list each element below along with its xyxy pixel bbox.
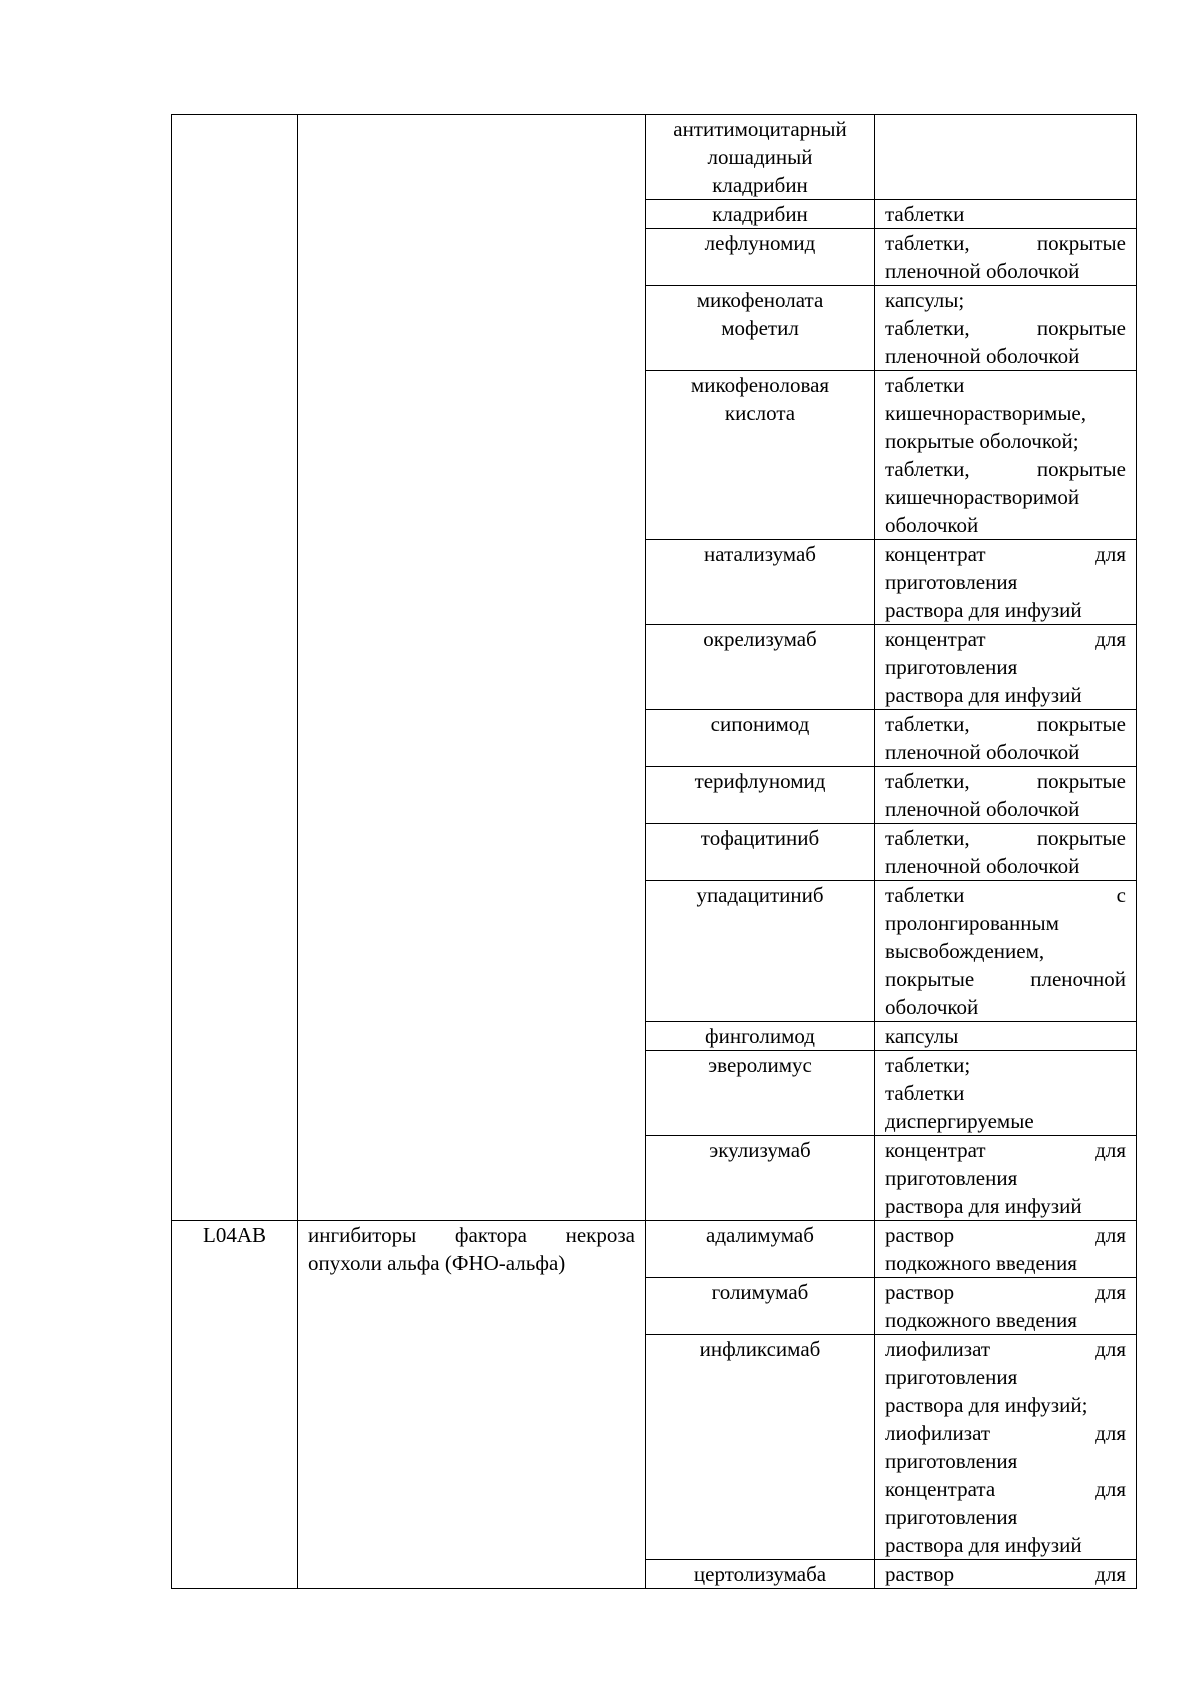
drug-name-line: упадацитиниб (696, 883, 824, 907)
dosage-form-line: кишечнорастворимые, (885, 401, 1087, 425)
drug-name-cell (646, 1022, 875, 1051)
dosage-form-line: пленочной оболочкой (885, 344, 1080, 368)
drug-name-cell (646, 1335, 875, 1560)
dosage-form-line: таблетки, покрытые (885, 231, 1126, 255)
drug-name-line: окрелизумаб (703, 627, 817, 651)
dosage-form-cell (875, 200, 1137, 229)
drug-name-cell (646, 881, 875, 1022)
drug-name-cell (646, 1278, 875, 1335)
table-row (172, 1221, 1137, 1278)
dosage-form-line: таблетки, покрытые (885, 316, 1126, 340)
drug-name-line: сипонимод (710, 712, 810, 736)
drug-name-line: голимумаб (711, 1280, 809, 1304)
dosage-form-line: раствора для инфузий (885, 1194, 1082, 1218)
dosage-form-line: капсулы (885, 1024, 959, 1048)
dosage-form-line: раствор для (885, 1223, 1126, 1247)
drug-name-line: мофетил (721, 316, 799, 340)
drug-name-line: финголимод (705, 1024, 815, 1048)
drug-name-cell (646, 286, 875, 371)
drug-list-table (171, 114, 1137, 1589)
dosage-form-line: раствора для инфузий (885, 683, 1082, 707)
dosage-form-line: покрытые оболочкой; (885, 429, 1079, 453)
pharmacological-group-cell (298, 115, 646, 1221)
dosage-form-cell (875, 881, 1137, 1022)
group-title-line: ингибиторы фактора некроза (308, 1223, 635, 1247)
drug-name-cell (646, 625, 875, 710)
drug-name-cell (646, 540, 875, 625)
dosage-form-line: таблетки; (885, 1053, 971, 1077)
dosage-form-line: кишечнорастворимой (885, 485, 1080, 509)
dosage-form-cell (875, 1560, 1137, 1589)
dosage-form-line: пленочной оболочкой (885, 854, 1080, 878)
dosage-form-line: раствор для (885, 1280, 1126, 1304)
dosage-form-cell (875, 286, 1137, 371)
group-title-line: опухоли альфа (ФНО-альфа) (308, 1251, 566, 1275)
drug-name-cell (646, 1560, 875, 1589)
drug-name-cell (646, 229, 875, 286)
dosage-form-line: приготовления (885, 1505, 1018, 1529)
atc-code-cell (172, 1221, 298, 1589)
dosage-form-cell (875, 710, 1137, 767)
dosage-form-line: приготовления (885, 655, 1018, 679)
dosage-form-cell (875, 1278, 1137, 1335)
dosage-form-cell (875, 824, 1137, 881)
pharmacological-group-cell (298, 1221, 646, 1589)
atc-code-cell (172, 115, 298, 1221)
drug-name-cell (646, 767, 875, 824)
dosage-form-cell (875, 1335, 1137, 1560)
dosage-form-line: пленочной оболочкой (885, 797, 1080, 821)
dosage-form-cell (875, 767, 1137, 824)
drug-name-line: экулизумаб (709, 1138, 811, 1162)
dosage-form-cell (875, 540, 1137, 625)
drug-name-line: лефлуномид (704, 231, 816, 255)
dosage-form-line: диспергируемые (885, 1109, 1034, 1133)
table-body (172, 115, 1137, 1589)
drug-name-line: лошадиный (707, 145, 813, 169)
dosage-form-cell (875, 1022, 1137, 1051)
dosage-form-line: оболочкой (885, 513, 979, 537)
dosage-form-line: концентрата для (885, 1477, 1126, 1501)
drug-name-line: тофацитиниб (700, 826, 820, 850)
drug-name-line: антитимоцитарный (673, 117, 847, 141)
dosage-form-line: раствора для инфузий (885, 598, 1082, 622)
dosage-form-line: таблетки (885, 202, 965, 226)
dosage-form-line: раствор для (885, 1562, 1126, 1586)
drug-name-line: цертолизумаба (693, 1562, 827, 1586)
dosage-form-line: раствора для инфузий; (885, 1393, 1088, 1417)
dosage-form-line: капсулы; (885, 288, 965, 312)
drug-name-line: микофеноловая (690, 373, 830, 397)
drug-name-cell (646, 710, 875, 767)
dosage-form-line: раствора для инфузий (885, 1533, 1082, 1557)
atc-code: L04AB (203, 1223, 266, 1247)
dosage-form-cell (875, 625, 1137, 710)
dosage-form-line: подкожного введения (885, 1251, 1077, 1275)
table-row (172, 115, 1137, 200)
dosage-form-line: приготовления (885, 1449, 1018, 1473)
dosage-form-line: концентрат для (885, 1138, 1126, 1162)
dosage-form-line: таблетки, покрытые (885, 769, 1126, 793)
dosage-form-cell (875, 1221, 1137, 1278)
dosage-form-line: оболочкой (885, 995, 979, 1019)
drug-name-line: кладрибин (712, 202, 808, 226)
dosage-form-line: приготовления (885, 570, 1018, 594)
dosage-form-line: таблетки, покрытые (885, 826, 1126, 850)
dosage-form-line: высвобождением, (885, 939, 1045, 963)
dosage-form-line: приготовления (885, 1166, 1018, 1190)
drug-name-line: инфликсимаб (699, 1337, 821, 1361)
drug-name-cell (646, 1051, 875, 1136)
drug-name-cell (646, 115, 875, 200)
drug-name-line: кислота (724, 401, 796, 425)
dosage-form-line: концентрат для (885, 542, 1126, 566)
dosage-form-line: таблетки, покрытые (885, 712, 1126, 736)
drug-name-line: терифлуномид (694, 769, 826, 793)
dosage-form-line: концентрат для (885, 627, 1126, 651)
dosage-form-line: пленочной оболочкой (885, 740, 1080, 764)
dosage-form-line: таблетки (885, 373, 965, 397)
dosage-form-line: таблетки с (885, 883, 1126, 907)
dosage-form-line: лиофилизат для (885, 1421, 1126, 1445)
dosage-form-cell (875, 1136, 1137, 1221)
drug-name-line: кладрибин (712, 173, 808, 197)
dosage-form-cell (875, 229, 1137, 286)
drug-name-line: микофенолата (696, 288, 824, 312)
drug-name-cell (646, 1221, 875, 1278)
dosage-form-cell (875, 115, 1137, 200)
dosage-form-line: лиофилизат для (885, 1337, 1126, 1361)
drug-name-line: натализумаб (704, 542, 816, 566)
dosage-form-line: приготовления (885, 1365, 1018, 1389)
drug-name-cell (646, 1136, 875, 1221)
drug-name-cell (646, 200, 875, 229)
drug-name-cell (646, 824, 875, 881)
drug-name-cell (646, 371, 875, 540)
drug-name-line: эверолимус (708, 1053, 812, 1077)
dosage-form-line: таблетки, покрытые (885, 457, 1126, 481)
dosage-form-line: подкожного введения (885, 1308, 1077, 1332)
dosage-form-cell (875, 1051, 1137, 1136)
dosage-form-line: покрытые пленочной (885, 967, 1126, 991)
dosage-form-cell (875, 371, 1137, 540)
drug-name-line: адалимумаб (706, 1223, 814, 1247)
dosage-form-line: таблетки (885, 1081, 965, 1105)
dosage-form-line: пленочной оболочкой (885, 259, 1080, 283)
dosage-form-line: пролонгированным (885, 911, 1059, 935)
